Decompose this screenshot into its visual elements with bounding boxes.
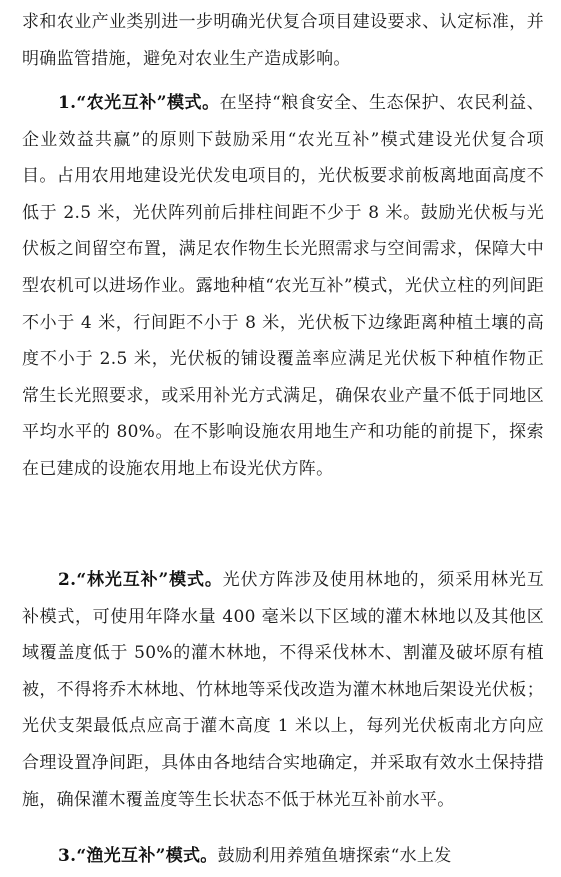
section-heading-forest-pv: 2.“林光互补”模式。	[58, 570, 223, 590]
section-heading-fishery-pv: 3.“渔光互补”模式。	[58, 846, 218, 866]
paragraph-forest-pv-text: 光伏方阵涉及使用林地的，须采用林光互补模式，可使用年降水量 400 毫米以下区域的灌木林地以及其他区域覆盖度低于 50%的灌木林地，不得采伐林木、割灌及破坏原有植被，不得将乔木林地、竹林地等采伐改造为灌木林地后架设光伏板；光伏支架最低点应高于灌木高度 1 米以上，每列光伏板南北方向应合理设置净间距，具体由各地结合实地确定，并采取有效水土保持措施，确保灌木覆盖度等生长状态不低于林光互补前水平。	[22, 570, 544, 810]
paragraph-agrivoltaic-text: 在坚持“粮食安全、生态保护、农民利益、企业效益共赢”的原则下鼓励采用“农光互补”模式建设光伏复合项目。占用农用地建设光伏发电项目的，光伏板要求前板离地面高度不低于 2.5 米，光伏阵列前后排柱间距不少于 8 米。鼓励光伏板与光伏板之间留空布置，满足农作物生长光照需求与空间需求，保障大中型农机可以进场作业。露地种植“农光互补”模式，光伏立柱的列间距不小于 4 米，行间距不小于 8 米，光伏板下边缘距离种植土壤的高度不小于 2.5 米，光伏板的铺设覆盖率应满足光伏板下种植作物正常生长光照要求，或采用补光方式满足，确保农业产量不低于同地区平均水平的 80%。在不影响设施农用地生产和功能的前提下，探索在已建成的设施农用地上布设光伏方阵。	[22, 93, 544, 479]
paragraph-forest-pv	[22, 562, 544, 818]
section-heading-agrivoltaic: 1.“农光互补”模式。	[58, 93, 220, 113]
paragraph-intro	[22, 4, 544, 77]
paragraph-intro-text: 求和农业产业类别进一步明确光伏复合项目建设要求、认定标准，并明确监管措施，避免对农业生产造成影响。	[22, 12, 544, 69]
paragraph-agrivoltaic	[22, 85, 544, 488]
paragraph-fishery-pv-text: 鼓励利用养殖鱼塘探索“水上发	[217, 846, 452, 866]
paragraph-fishery-pv	[22, 838, 544, 875]
